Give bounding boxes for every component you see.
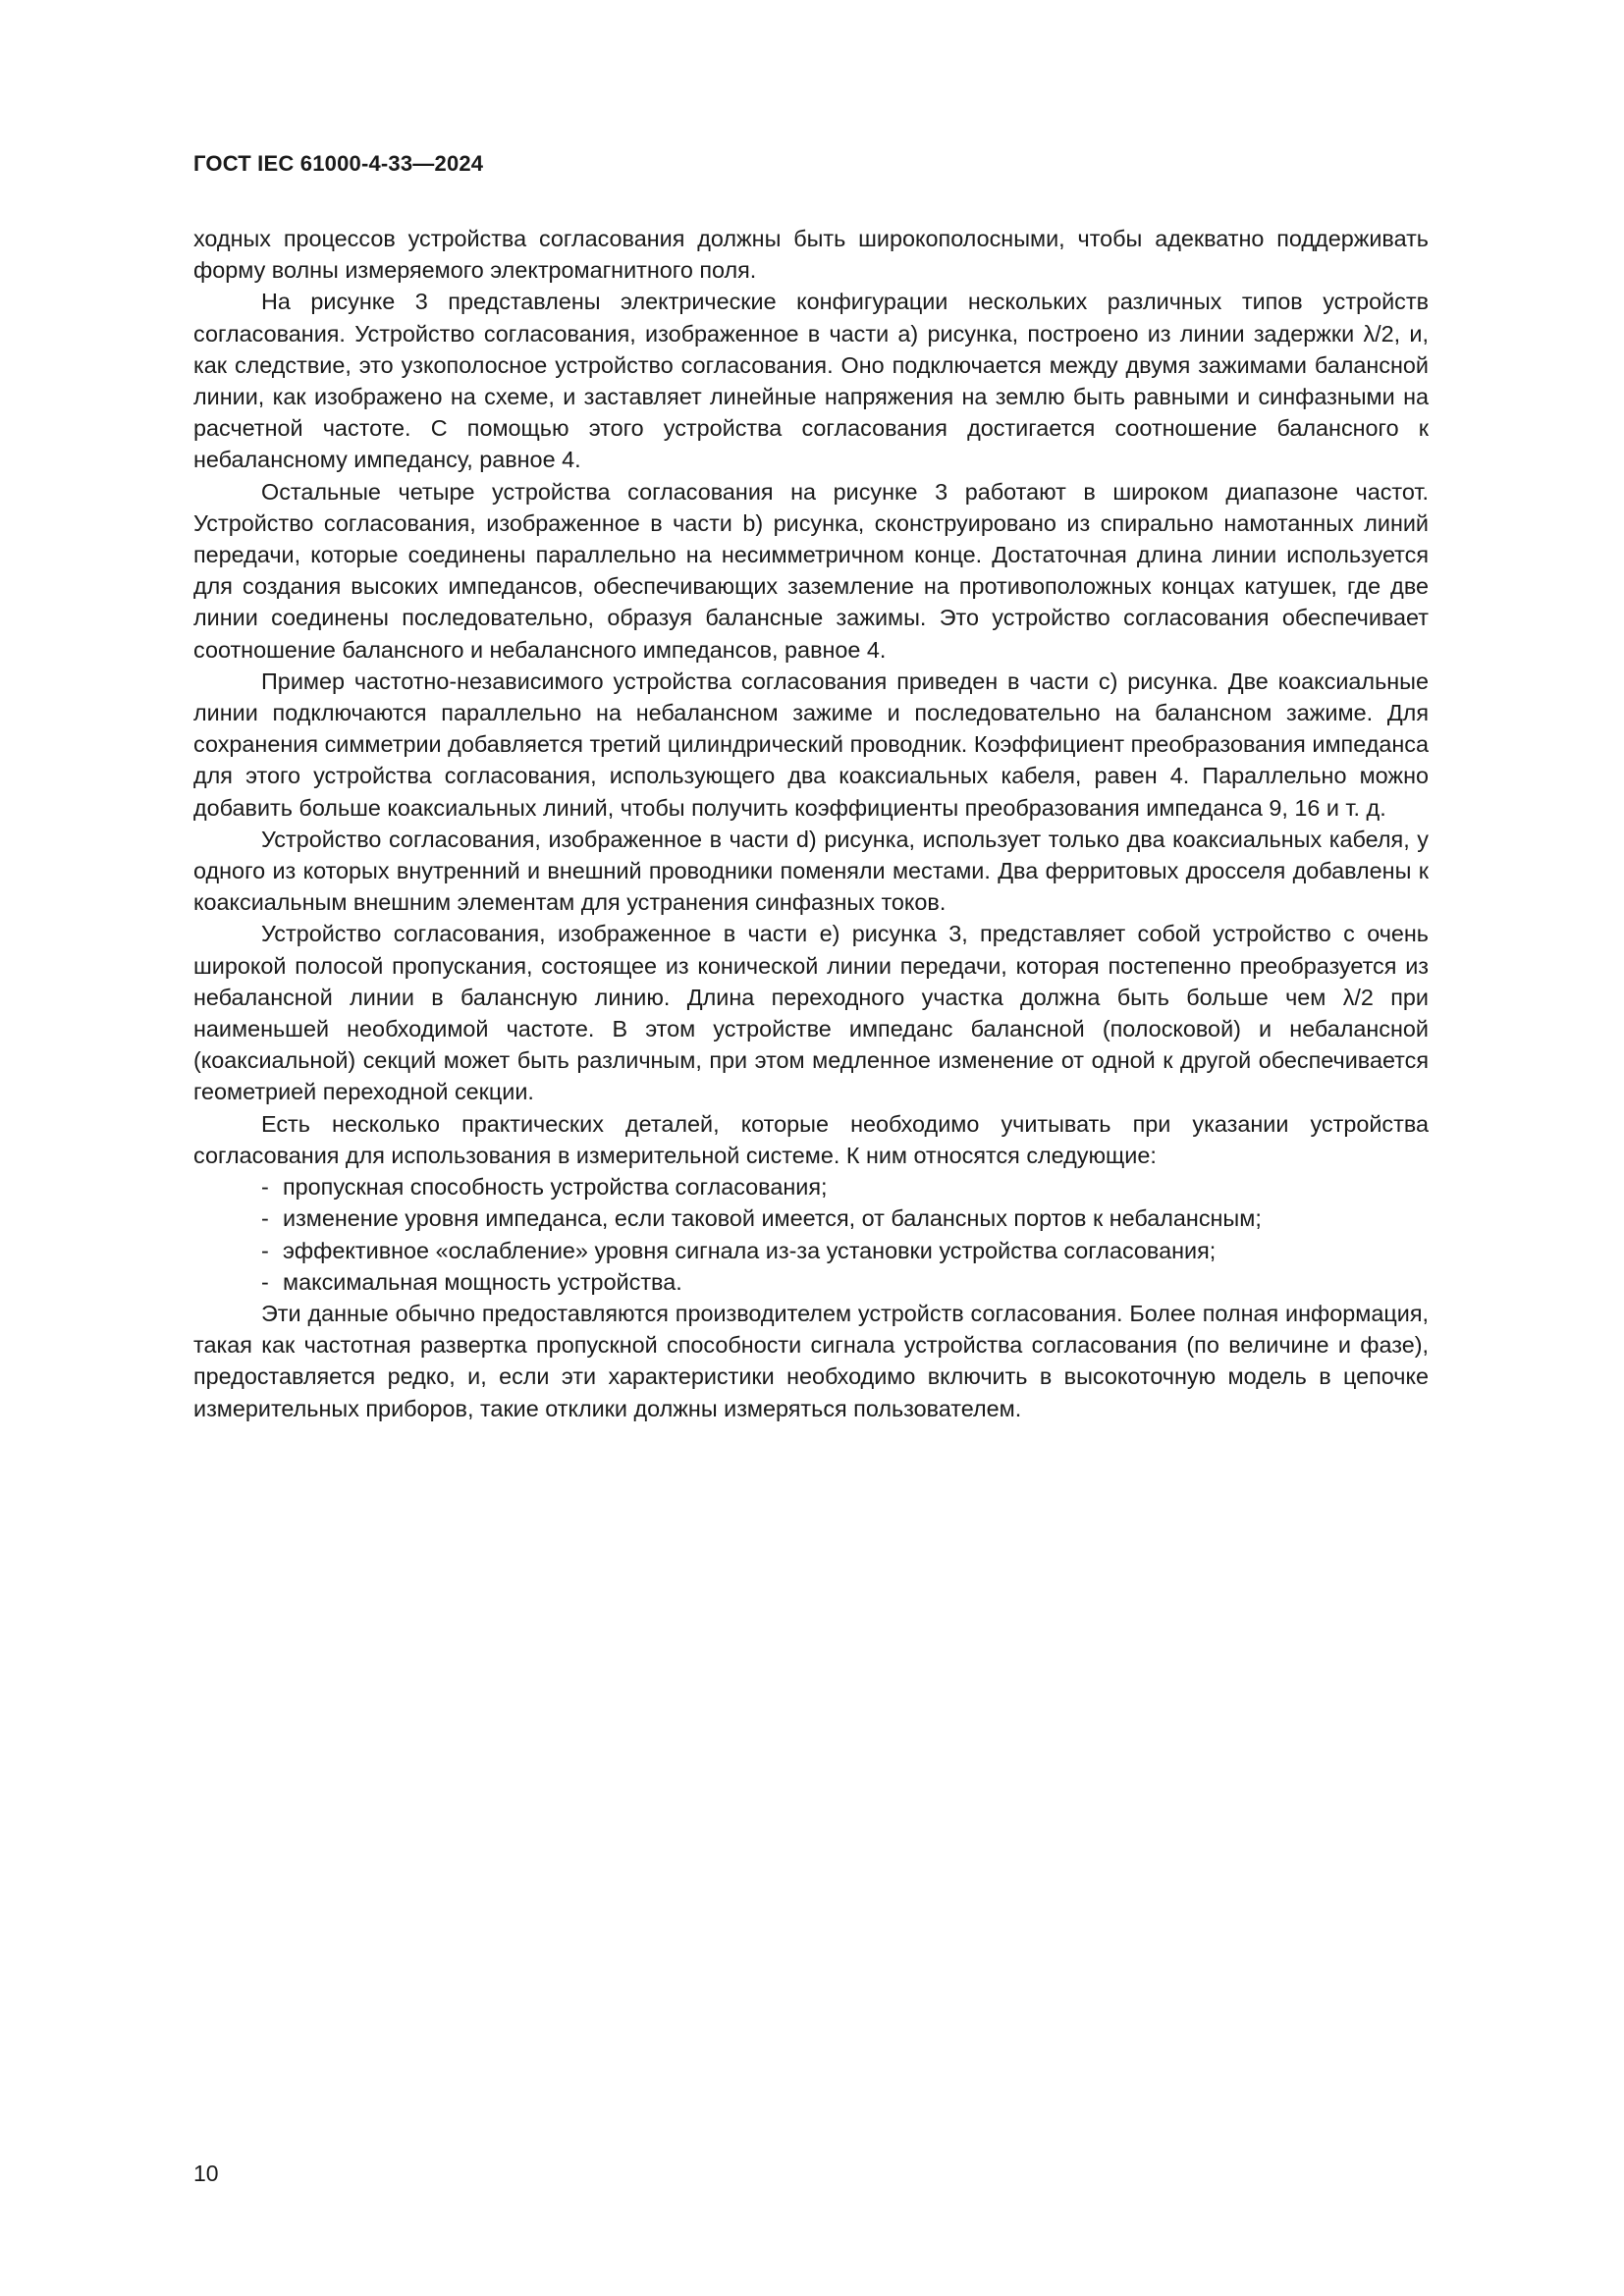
list-item-text: пропускная способность устройства согласования; [283,1174,828,1201]
paragraph: Пример частотно-независимого устройства согласования приведен в части с) рисунка. Две коаксиальные линии подключаются параллельно на небалансном зажиме и последовательно на балансном зажиме. Для сохранения симметрии добавляется третий цилиндрический проводник. Коэффициент преобразования импеданса для этого устройства согласования, использующего два коаксиальных кабеля, равен 4. Параллельно можно добавить больше коаксиальных линий, чтобы получить коэффициенты преобразования импеданса 9, 16 и т. д. [193,667,1429,821]
list-item-text: эффективное «ослабление» уровня сигнала из-за установки устройства согласования; [283,1237,1217,1263]
bullet-list [193,1171,1429,1298]
page-number: 10 [193,2161,219,2186]
document-header: ГОСТ IEC 61000-4-33—2024 [193,151,484,176]
bullet-dash: - [261,1237,269,1263]
bullet-dash: - [261,1174,269,1201]
document-body [193,223,1429,1424]
bullet-dash: - [261,1205,269,1232]
list-item [261,1171,1429,1202]
list-item [261,1235,1429,1266]
list-item-text: изменение уровня импеданса, если таковой имеется, от балансных портов к небалансным; [283,1205,1262,1232]
paragraph: Устройство согласования, изображенное в части е) рисунка 3, представляет собой устройство с очень широкой полосой пропускания, состоящее из конической линии передачи, которая постепенно преобразуется из небалансной линии в балансную линию. Длина переходного участка должна быть больше чем λ/2 при наименьшей необходимой частоте. В этом устройстве импеданс балансной (полосковой) и небалансной (коаксиальной) секций может быть различным, при этом медленное изменение от одной к другой обеспечивается геометрией переходной секции. [193,921,1429,1105]
list-item [261,1266,1429,1298]
paragraph-continuation: ходных процессов устройства согласования должны быть широкополосными, чтобы адекватно поддерживать форму волны измеряемого электромагнитного поля. [193,226,1429,284]
paragraph: Остальные четыре устройства согласования на рисунке 3 работают в широком диапазоне частот. Устройство согласования, изображенное в части b) рисунка, сконструировано из спирально намотанных линий передачи, которые соединены параллельно на несимметричном конце. Достаточная длина линии используется для создания высоких импедансов, обеспечивающих заземление на противоположных концах катушек, где две линии соединены последовательно, образуя балансные зажимы. Это устройство согласования обеспечивает соотношение балансного и небалансного импедансов, равное 4. [193,478,1429,663]
paragraph-closing: Эти данные обычно предоставляются производителем устройств согласования. Более полная информация, такая как частотная развертка пропускной способности сигнала устройства согласования (по величине и фазе), предоставляется редко, и, если эти характеристики необходимо включить в высокоточную модель в цепочке измерительных приборов, такие отклики должны измеряться пользователем. [193,1300,1429,1421]
paragraph: Есть несколько практических деталей, которые необходимо учитывать при указании устройства согласования для использования в измерительной системе. К ним относятся следующие: [193,1110,1429,1168]
bullet-dash: - [261,1268,269,1295]
list-item-text: максимальная мощность устройства. [283,1268,682,1295]
list-item [261,1202,1429,1234]
paragraph: На рисунке 3 представлены электрические конфигурации нескольких различных типов устройств согласования. Устройство согласования, изображенное в части а) рисунка, построено из линии задержки λ/2, и, как следствие, это узкополосное устройство согласования. Оно подключается между двумя зажимами балансной линии, как изображено на схеме, и заставляет линейные напряжения на землю быть равными и синфазными на расчетной частоте. С помощью этого устройства согласования достигается соотношение балансного к небалансному импедансу, равное 4. [193,289,1429,473]
paragraph: Устройство согласования, изображенное в части d) рисунка, использует только два коаксиальных кабеля, у одного из которых внутренний и внешний проводники поменяли местами. Два ферритовых дросселя добавлены к коаксиальным внешним элементам для устранения синфазных токов. [193,826,1429,916]
